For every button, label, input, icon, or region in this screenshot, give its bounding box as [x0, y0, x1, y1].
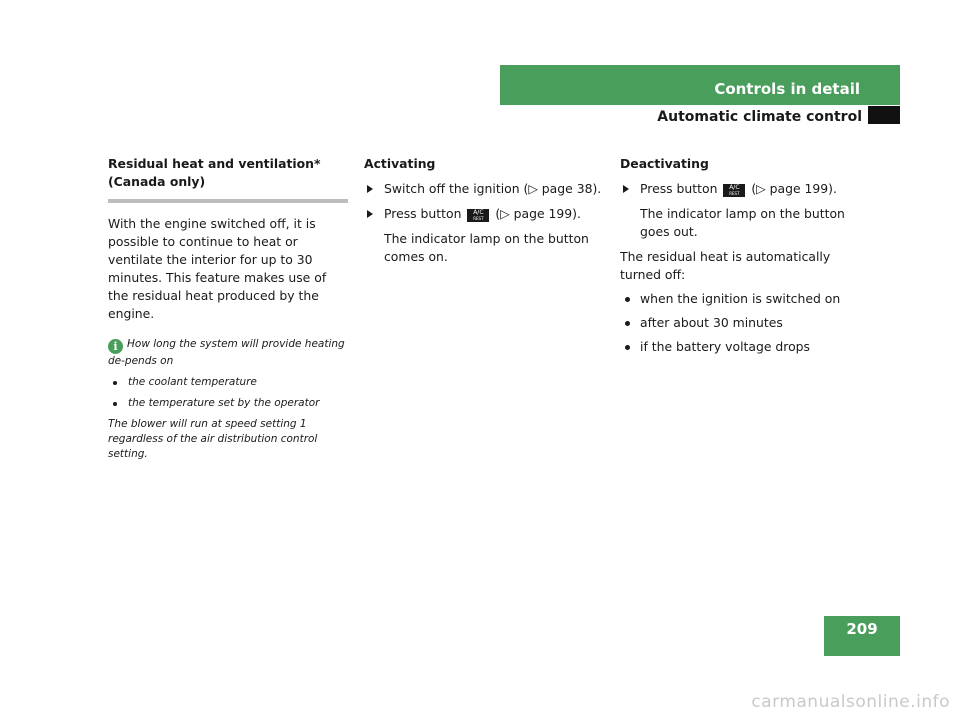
note-bullet-text: the temperature set by the operator: [128, 397, 320, 409]
step-text: Press button: [640, 181, 718, 196]
step-arrow-icon: [367, 185, 373, 193]
step-arrow-icon: [623, 185, 629, 193]
bullet-dot-icon: [113, 381, 117, 385]
step-text: Press button: [384, 206, 462, 221]
subsection-title: Automatic climate control: [657, 109, 862, 125]
deactivating-result: The indicator lamp on the button goes out.: [640, 206, 845, 239]
step-text: (▷ page 199).: [751, 181, 837, 196]
ac-rest-button-icon: [467, 209, 489, 222]
activating-step-1: [364, 180, 604, 198]
column-residual-heat: [108, 155, 348, 462]
column-deactivating: [620, 155, 870, 356]
corner-tab: [868, 106, 900, 124]
info-note: [108, 337, 348, 462]
ac-button-label: A/C: [473, 209, 484, 216]
watermark: carmanualsonline.info: [751, 692, 950, 712]
bullet-dot-icon: [625, 321, 630, 326]
heading-line-1: Residual heat and ventilation*: [108, 156, 321, 171]
bullet-text: after about 30 minutes: [640, 315, 783, 330]
heading-rule: [108, 199, 348, 203]
bullet-dot-icon: [625, 345, 630, 350]
rest-button-label: REST: [729, 191, 740, 196]
deactivating-step-1: [620, 180, 870, 198]
residual-heat-heading: [108, 155, 348, 191]
page-number: 209: [824, 616, 900, 656]
auto-off-paragraph: The residual heat is automatically turned off:: [620, 249, 831, 282]
auto-off-bullet: [620, 314, 870, 332]
rest-button-label: REST: [473, 216, 484, 221]
deactivating-heading: Deactivating: [620, 156, 709, 171]
bullet-text: when the ignition is switched on: [640, 291, 841, 306]
intro-paragraph: With the engine switched off, it is possible to continue to heat or ventilate the interior for up to 30 minutes. This feature makes use of the residual heat produced by the engine.: [108, 216, 327, 321]
bullet-dot-icon: [113, 402, 117, 406]
activating-step-2: [364, 205, 604, 223]
bullet-text: if the battery voltage drops: [640, 339, 811, 354]
bullet-dot-icon: [625, 297, 630, 302]
info-icon: i: [108, 339, 123, 354]
note-intro: How long the system will provide heating de-pends on: [108, 338, 345, 367]
step-text: Switch off the ignition (▷ page 38).: [384, 181, 602, 196]
auto-off-bullet: [620, 290, 870, 308]
ac-button-label: A/C: [729, 184, 740, 191]
ac-rest-button-icon: [723, 184, 745, 197]
step-arrow-icon: [367, 210, 373, 218]
activating-heading: Activating: [364, 156, 436, 171]
column-activating: [364, 155, 604, 266]
auto-off-bullet: [620, 338, 870, 356]
step-text: (▷ page 199).: [495, 206, 581, 221]
activating-result: The indicator lamp on the button comes on.: [384, 231, 589, 264]
section-header: Controls in detail: [500, 65, 900, 105]
heading-line-2: (Canada only): [108, 174, 206, 189]
note-bullet-text: the coolant temperature: [128, 376, 257, 388]
note-bullet: [108, 375, 348, 390]
note-bullet: [108, 396, 348, 411]
note-closing: The blower will run at speed setting 1 regardless of the air distribution control setting.: [108, 418, 318, 460]
